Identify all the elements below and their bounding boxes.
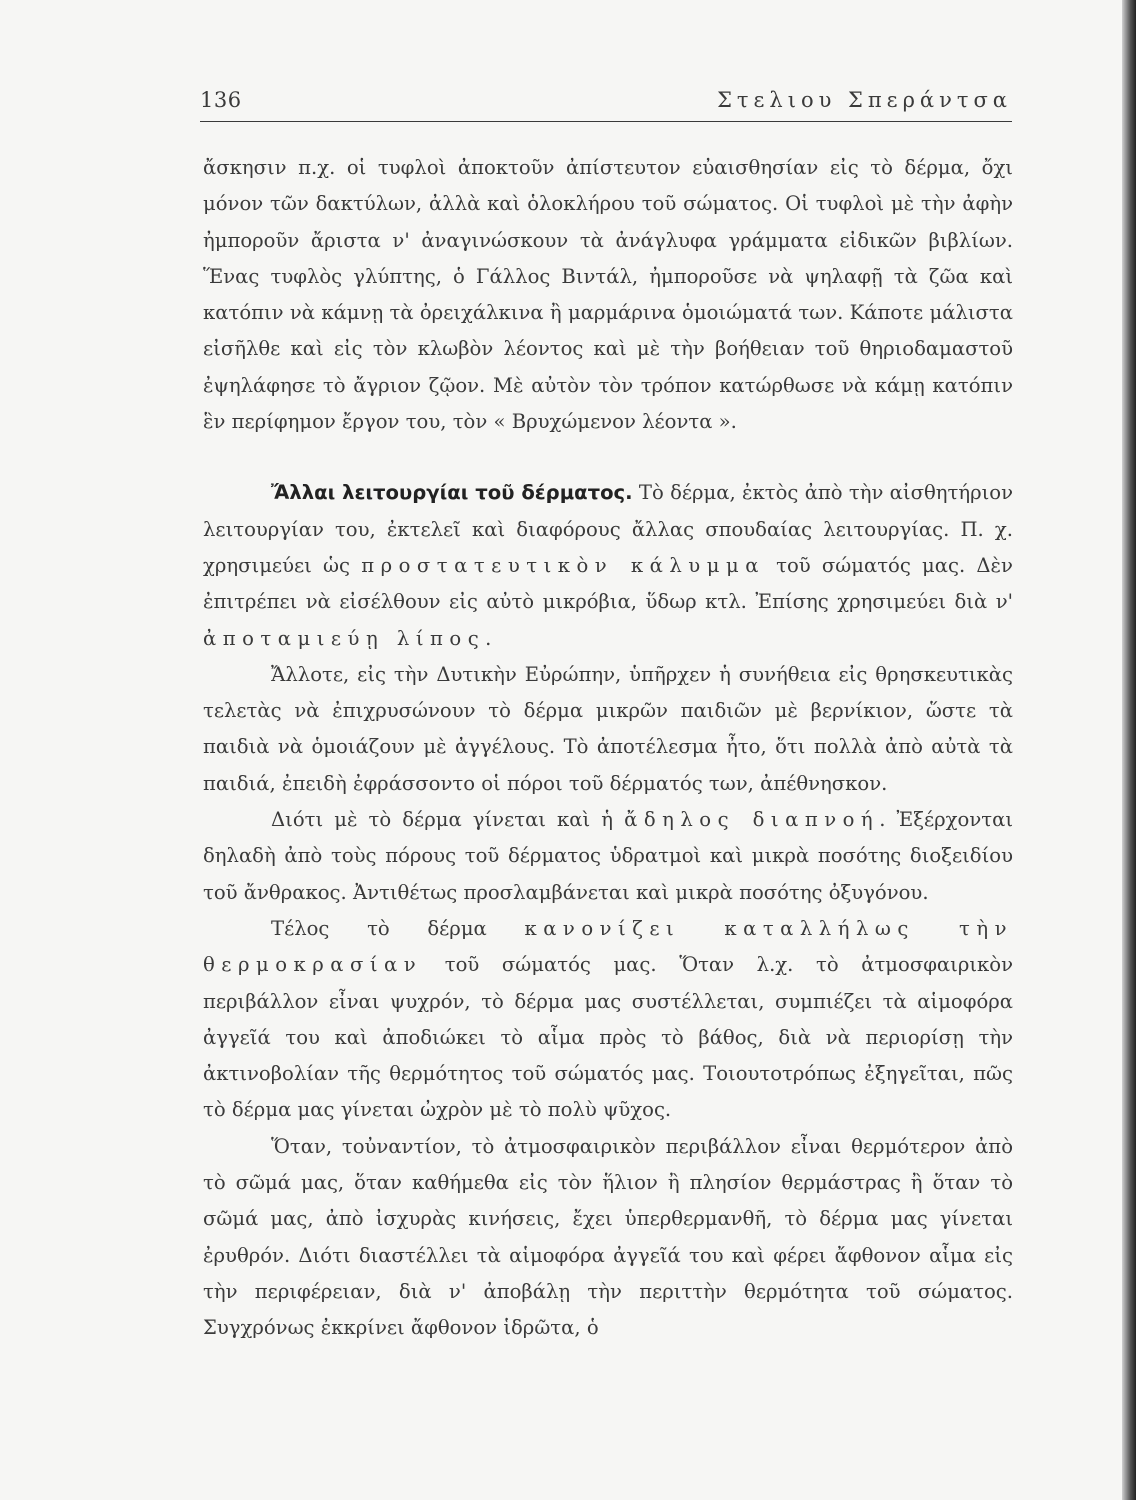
- paragraph-3: Ἄλλοτε, εἰς τὴν Δυτικὴν Εὐρώπην, ὑπῆρχεν ἡ συνήθεια εἰς θρησκευτικὰς τελετὰς νὰ ἐπιχρυσώνουν τὸ δέρμα μικρῶν παιδιῶν μὲ βερνίκιον, ὥστε τὰ παιδιὰ νὰ ὁμοιάζουν μὲ ἀγγέλους. Τὸ ἀποτέλεσμα ἦτο, ὅτι πολλὰ ἀπὸ αὐτὰ τὰ παιδιά, ἐπειδὴ ἐφράσσοντο οἱ πόροι τοῦ δέρματός των, ἀπέθνησκον.: [203, 662, 1013, 795]
- spaced-emphasis-3: ἄδηλος διαπνοή: [624, 808, 880, 832]
- page-number: 136: [200, 88, 242, 112]
- paragraph-1: ἄσκησιν π.χ. οἱ τυφλοὶ ἀποκτοῦν ἀπίστευτον εὐαισθησίαν εἰς τὸ δέρμα, ὄχι μόνον τῶν δακτύλων, ἀλλὰ καὶ ὁλοκλήρου τοῦ σώματος. Οἱ τυφλοὶ μὲ τὴν ἀφὴν ἠμποροῦν ἄριστα ν' ἀναγινώσκουν τὰ ἀνάγλυφα γράμματα εἰδικῶν βιβλίων. Ἕνας τυφλὸς γλύπτης, ὁ Γάλλος Βιντάλ, ἠμποροῦσε νὰ ψηλαφῇ τὰ ζῶα καὶ κατόπιν νὰ κάμνῃ τὰ ὀρειχάλκινα ἢ μαρμάρινα ὁμοιώματά των. Κάποτε μάλιστα εἰσῆλθε καὶ εἰς τὸν κλωβὸν λέοντος καὶ μὲ τὴν βοήθειαν τοῦ θηριοδαμαστοῦ ἐψηλάφησε τὸ ἄγριον ζῷον. Μὲ αὐτὸν τὸν τρόπον κατώρθωσε νὰ κάμῃ κατόπιν ἓν περίφημον ἔργον του, τὸν « Βρυχώμενον λέοντα ».: [203, 156, 1013, 434]
- paragraph-2-text-b: τοῦ σώματός μας. Δὲν ἐπιτρέπει νὰ εἰσέλθουν εἰς αὐτὸ μικρόβια, ὕδωρ κτλ. Ἐπίσης χρησιμεύει διὰ ν': [203, 553, 1013, 614]
- spaced-emphasis-1: προστατευτικὸν κάλυμμα: [361, 553, 765, 577]
- paragraph-6: Ὅταν, τοὐναντίον, τὸ ἀτμοσφαιρικὸν περιβάλλον εἶναι θερμότερον ἀπὸ τὸ σῶμά μας, ὅταν καθήμεθα εἰς τὸν ἥλιον ἢ πλησίον θερμάστρας ἢ ὅταν τὸ σῶμά μας, ἀπὸ ἰσχυρὰς κινήσεις, ἔχει ὑπερθερμανθῆ, τὸ δέρμα μας γίνεται ἐρυθρόν. Διότι διαστέλλει τὰ αἱμοφόρα ἀγγεῖά του καὶ φέρει ἄφθονον αἷμα εἰς τὴν περιφέρειαν, διὰ ν' ἀποβάλῃ τὴν περιττὴν θερμότητα τοῦ σώματος. Συγχρόνως ἐκκρίνει ἄφθονον ἱδρῶτα, ὁ: [203, 1134, 1013, 1340]
- spaced-emphasis-2: ἀποταμιεύῃ λίπος: [203, 626, 486, 650]
- paragraph-5-text-b: τοῦ σώματός μας. Ὅταν λ.χ. τὸ ἀτμοσφαιρικὸν περιβάλλον εἶναι ψυχρόν, τὸ δέρμα μας συστέλλεται, συμπιέζει τὰ αἱμοφόρα ἀγγεῖά του καὶ ἀποδιώκει τὸ αἷμα πρὸς τὸ βάθος, διὰ νὰ περιορίσῃ τὴν ἀκτινοβολίαν τῆς θερμότητος τοῦ σώματός μας. Τοιουτοτρόπως ἐξηγεῖται, πῶς τὸ δέρμα μας γίνεται ὠχρὸν μὲ τὸ πολὺ ψῦχος.: [203, 953, 1013, 1122]
- page-edge-shadow: [1122, 0, 1136, 1500]
- paragraph-2-text-c: .: [485, 626, 492, 650]
- paragraph-5: [203, 911, 1013, 1129]
- paragraph-5-text-a: Τέλος τὸ δέρμα: [271, 916, 525, 940]
- section-heading: Ἄλλαι λειτουργίαι τοῦ δέρματος.: [271, 481, 633, 505]
- paragraph-2-text-a: Τὸ δέρμα, ἐκτὸς ἀπὸ τὴν αἰσθητήριον λειτουργίαν του, ἐκτελεῖ καὶ διαφόρους ἄλλας σπουδαίας λειτουργίας. Π. χ. χρησιμεύει ὡς: [203, 481, 1013, 577]
- paragraph-4-text-a: Διότι μὲ τὸ δέρμα γίνεται καὶ ἡ: [271, 808, 625, 832]
- page-body: [203, 150, 1013, 1347]
- paragraph-4-text-b: . Ἐξέρχονται δηλαδὴ ἀπὸ τοὺς πόρους τοῦ δέρματος ὑδρατμοὶ καὶ μικρὰ ποσότης διοξειδίου τοῦ ἄνθρακος. Ἀντιθέτως προσλαμβάνεται καὶ μικρὰ ποσότης ὀξυγόνου.: [203, 808, 1014, 904]
- paragraph-4: [203, 802, 1013, 911]
- spaced-emphasis-4: κανονίζει καταλλήλως τὴν θερμοκρασίαν: [203, 916, 1013, 977]
- page-header: [200, 88, 1012, 112]
- paragraph-2: [203, 475, 1013, 656]
- running-title: Στελιου Σπεράντσα: [717, 88, 1012, 112]
- header-rule: [200, 121, 1012, 122]
